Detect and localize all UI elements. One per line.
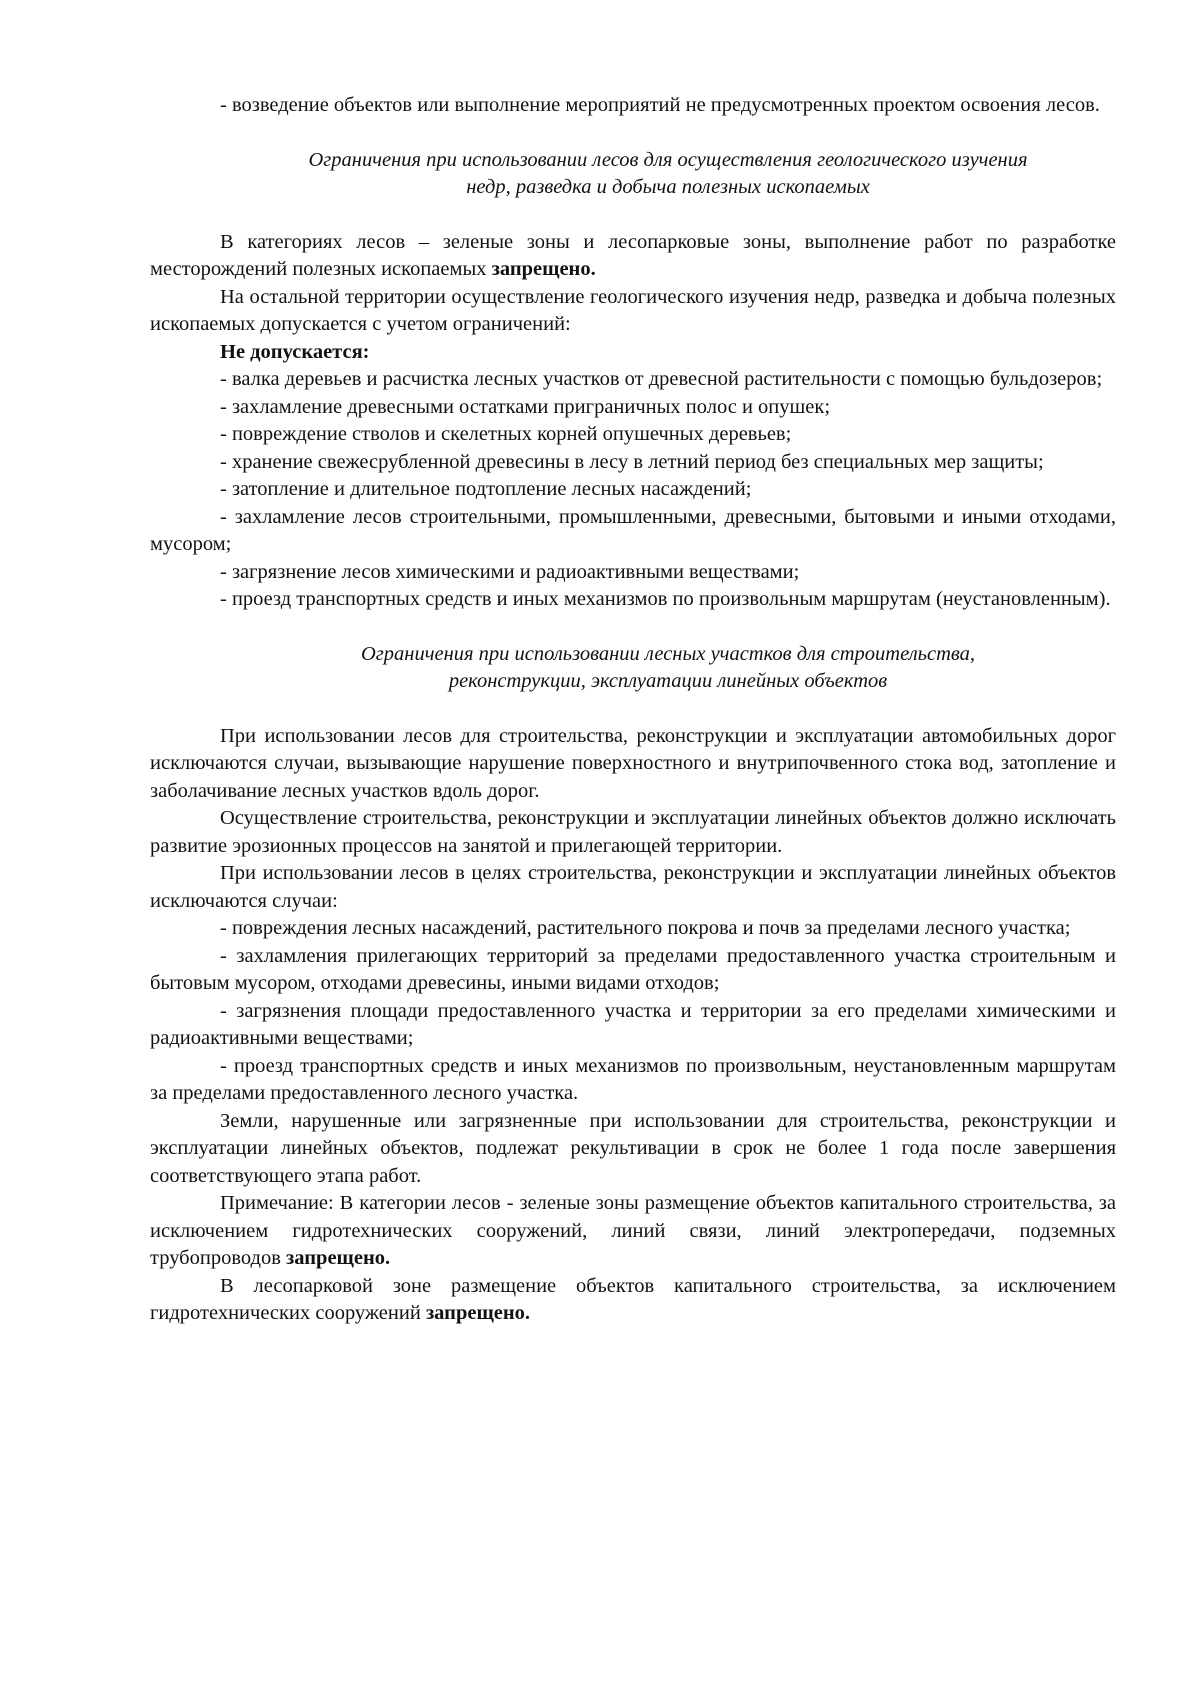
list-item: - загрязнение лесов химическими и радиоактивными веществами; [220, 560, 800, 583]
list-item: - загрязнения площади предоставленного участка и территории за его пределами химическими и радиоактивными веществами; [150, 999, 1116, 1049]
spacer [150, 614, 1116, 641]
list-item: - проезд транспортных средств и иных механизмов по произвольным маршрутам (неустановленным). [220, 588, 1111, 610]
list-item: - захламление древесными остатками приграничных полос и опушек; [220, 395, 831, 418]
section-title-line: Ограничения при использовании лесных участков для строительства, [360, 642, 976, 665]
spacer [150, 120, 1116, 147]
section-title-geology [150, 147, 1116, 202]
paragraph-text: Примечание: В категории лесов - зеленые зоны размещение объектов капитального строительства, за исключением гидротехнических сооружений, линий связи, линий электропередачи, подземных трубопроводов [150, 1192, 1116, 1269]
paragraph: На остальной территории осуществление геологического изучения недр, разведка и добыча полезных ископаемых допускается с учетом ограничений: [150, 285, 1116, 335]
spacer [150, 202, 1116, 229]
paragraph: Земли, нарушенные или загрязненные при использовании для строительства, реконструкции и эксплуатации линейных объектов, подлежат рекультивации в срок не более 1 года после завершения соответствующего этапа работ. [150, 1109, 1116, 1187]
paragraph: Осуществление строительства, реконструкции и эксплуатации линейных объектов должно исключать развитие эрозионных процессов на занятой и прилегающей территории. [150, 807, 1116, 857]
bold-text: запрещено. [286, 1247, 391, 1269]
bold-text: запрещено. [425, 1302, 531, 1324]
not-allowed-label: Не допускается: [220, 340, 370, 363]
spacer [150, 696, 1116, 723]
note-paragraph [150, 1190, 1116, 1273]
document-page [150, 92, 1116, 1328]
paragraph [150, 1273, 1116, 1328]
list-item: - повреждение стволов и скелетных корней опушечных деревьев; [220, 423, 792, 445]
list-item: - захламления прилегающих территорий за пределами предоставленного участка строительным и бытовым мусором, отходами древесины, иными видами отходов; [150, 944, 1116, 994]
section-title-line: реконструкции, эксплуатации линейных объектов [448, 670, 888, 692]
list-item: - проезд транспортных средств и иных механизмов по произвольным, неустановленным маршрутам за пределами предоставленного лесного участка. [150, 1054, 1116, 1104]
list-item: - повреждения лесных насаждений, растительного покрова и почв за пределами лесного участка; [220, 917, 1071, 939]
bold-text: запрещено. [491, 258, 596, 280]
section-title-line: недр, разведка и добыча полезных ископаемых [466, 176, 870, 198]
paragraph [150, 229, 1116, 284]
list-item: - затопление и длительное подтопление лесных насаждений; [220, 478, 752, 500]
list-item: - валка деревьев и расчистка лесных участков от древесной растительности с помощью бульдозеров; [220, 368, 1103, 390]
paragraph: При использовании лесов в целях строительства, реконструкции и эксплуатации линейных объектов исключаются случаи: [150, 862, 1116, 912]
section-title-linear-objects [150, 641, 1116, 696]
paragraph-text: В категориях лесов – зеленые зоны и лесопарковые зоны, выполнение работ по разработке месторождений полезных ископаемых [150, 230, 1116, 280]
paragraph-text: В лесопарковой зоне размещение объектов капитального строительства, за исключением гидротехнических сооружений [150, 1274, 1116, 1324]
list-item: - захламление лесов строительными, промышленными, древесными, бытовыми и иными отходами, мусором; [150, 505, 1116, 555]
intro-item: - возведение объектов или выполнение мероприятий не предусмотренных проектом освоения лесов. [220, 94, 1100, 116]
section-title-line: Ограничения при использовании лесов для осуществления геологического изучения [308, 148, 1028, 171]
paragraph: При использовании лесов для строительства, реконструкции и эксплуатации автомобильных дорог исключаются случаи, вызывающие нарушение поверхностного и внутрипочвенного стока вод, затопление и заболачивание лесных участков вдоль дорог. [150, 724, 1116, 802]
list-item: - хранение свежесрубленной древесины в лесу в летний период без специальных мер защиты; [220, 450, 1044, 473]
